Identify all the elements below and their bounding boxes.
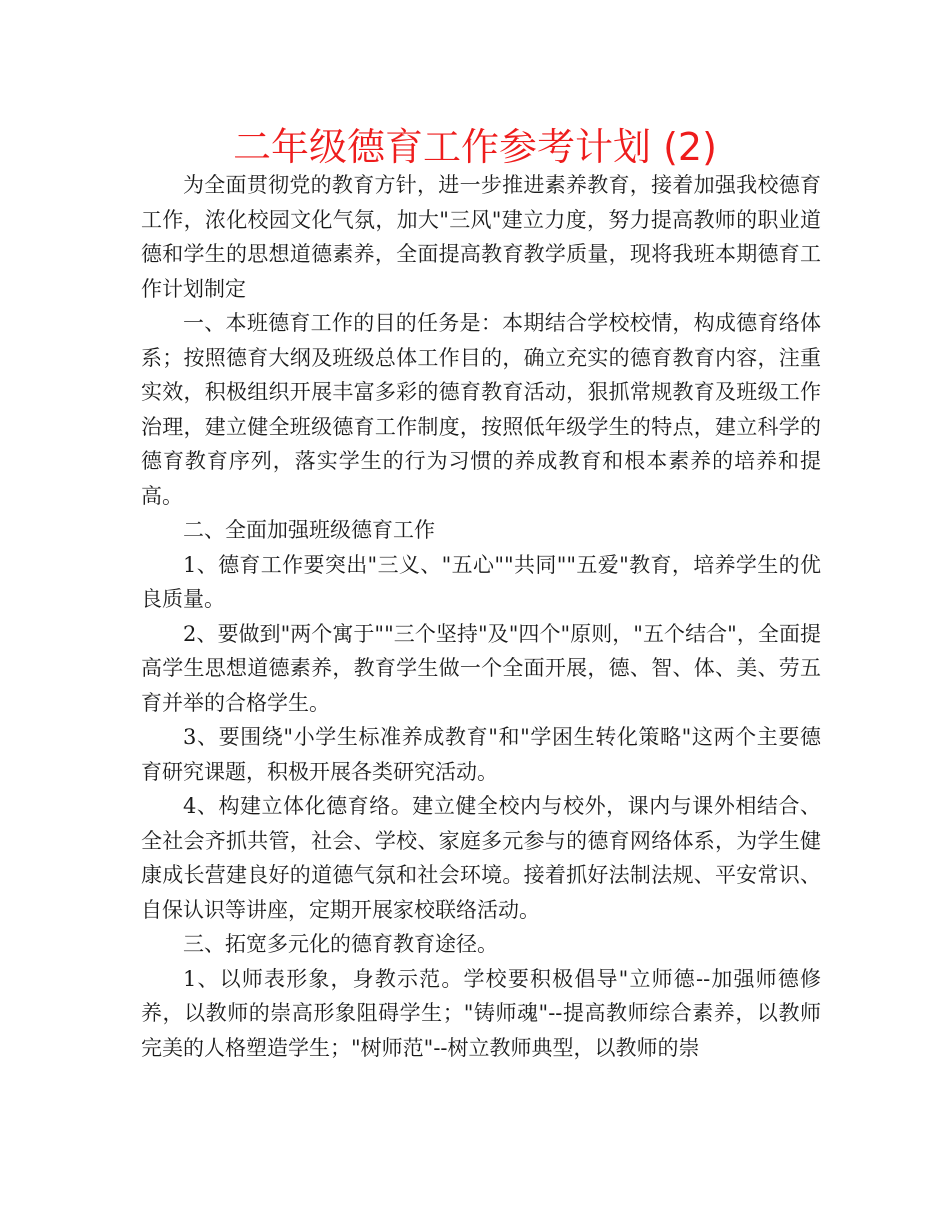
document-body [141,168,821,1065]
paragraph-item-2-3: 3、要围绕"小学生标准养成教育"和"学困生转化策略"这两个主要德育研究课题，积极开展各类研究活动。 [141,725,821,784]
paragraph-item-2-2: 2、要做到"两个寓于""三个坚持"及"四个"原则，"五个结合"，全面提高学生思想道德素养，教育学生做一个全面开展，德、智、体、美、劳五育并举的合格学生。 [141,621,821,715]
paragraph-section-2-heading: 二、全面加强班级德育工作 [183,518,435,542]
paragraph-item-2-4: 4、构建立体化德育络。建立健全校内与校外，课内与课外相结合、全社会齐抓共管，社会、学校、家庭多元参与的德育网络体系，为学生健康成长营建良好的道德气氛和社会环境。接着抓好法制法规、平安常识、自保认识等讲座，定期开展家校联络活动。 [141,794,821,922]
paragraph-intro: 为全面贯彻党的教育方针，进一步推进素养教育，接着加强我校德育工作，浓化校园文化气氛，加大"三风"建立力度，努力提高教师的职业道德和学生的思想道德素养，全面提高教育教学质量，现将我班本期德育工作计划制定 [141,173,821,301]
paragraph-section-3-heading: 三、拓宽多元化的德育教育途径。 [183,932,498,956]
paragraph-item-2-1: 1、德育工作要突出"三义、"五心""共同""五爱"教育，培养学生的优良质量。 [141,552,821,611]
paragraph-section-1: 一、本班德育工作的目的任务是：本期结合学校校情，构成德育络体系；按照德育大纲及班级总体工作目的，确立充实的德育教育内容，注重实效，积极组织开展丰富多彩的德育教育活动，狠抓常规教育及班级工作治理，建立健全班级德育工作制度，按照低年级学生的特点，建立科学的德育教育序列，落实学生的行为习惯的养成教育和根本素养的培养和提高。 [141,311,821,508]
document-title: 二年级德育工作参考计划 (2) [233,125,717,169]
paragraph-item-3-1: 1、以师表形象，身教示范。学校要积极倡导"立师德--加强师德修养，以教师的崇高形象阻碍学生；"铸师魂"--提高教师综合素养，以教师完美的人格塑造学生；"树师范"--树立教师典型，以教师的崇 [141,966,821,1060]
